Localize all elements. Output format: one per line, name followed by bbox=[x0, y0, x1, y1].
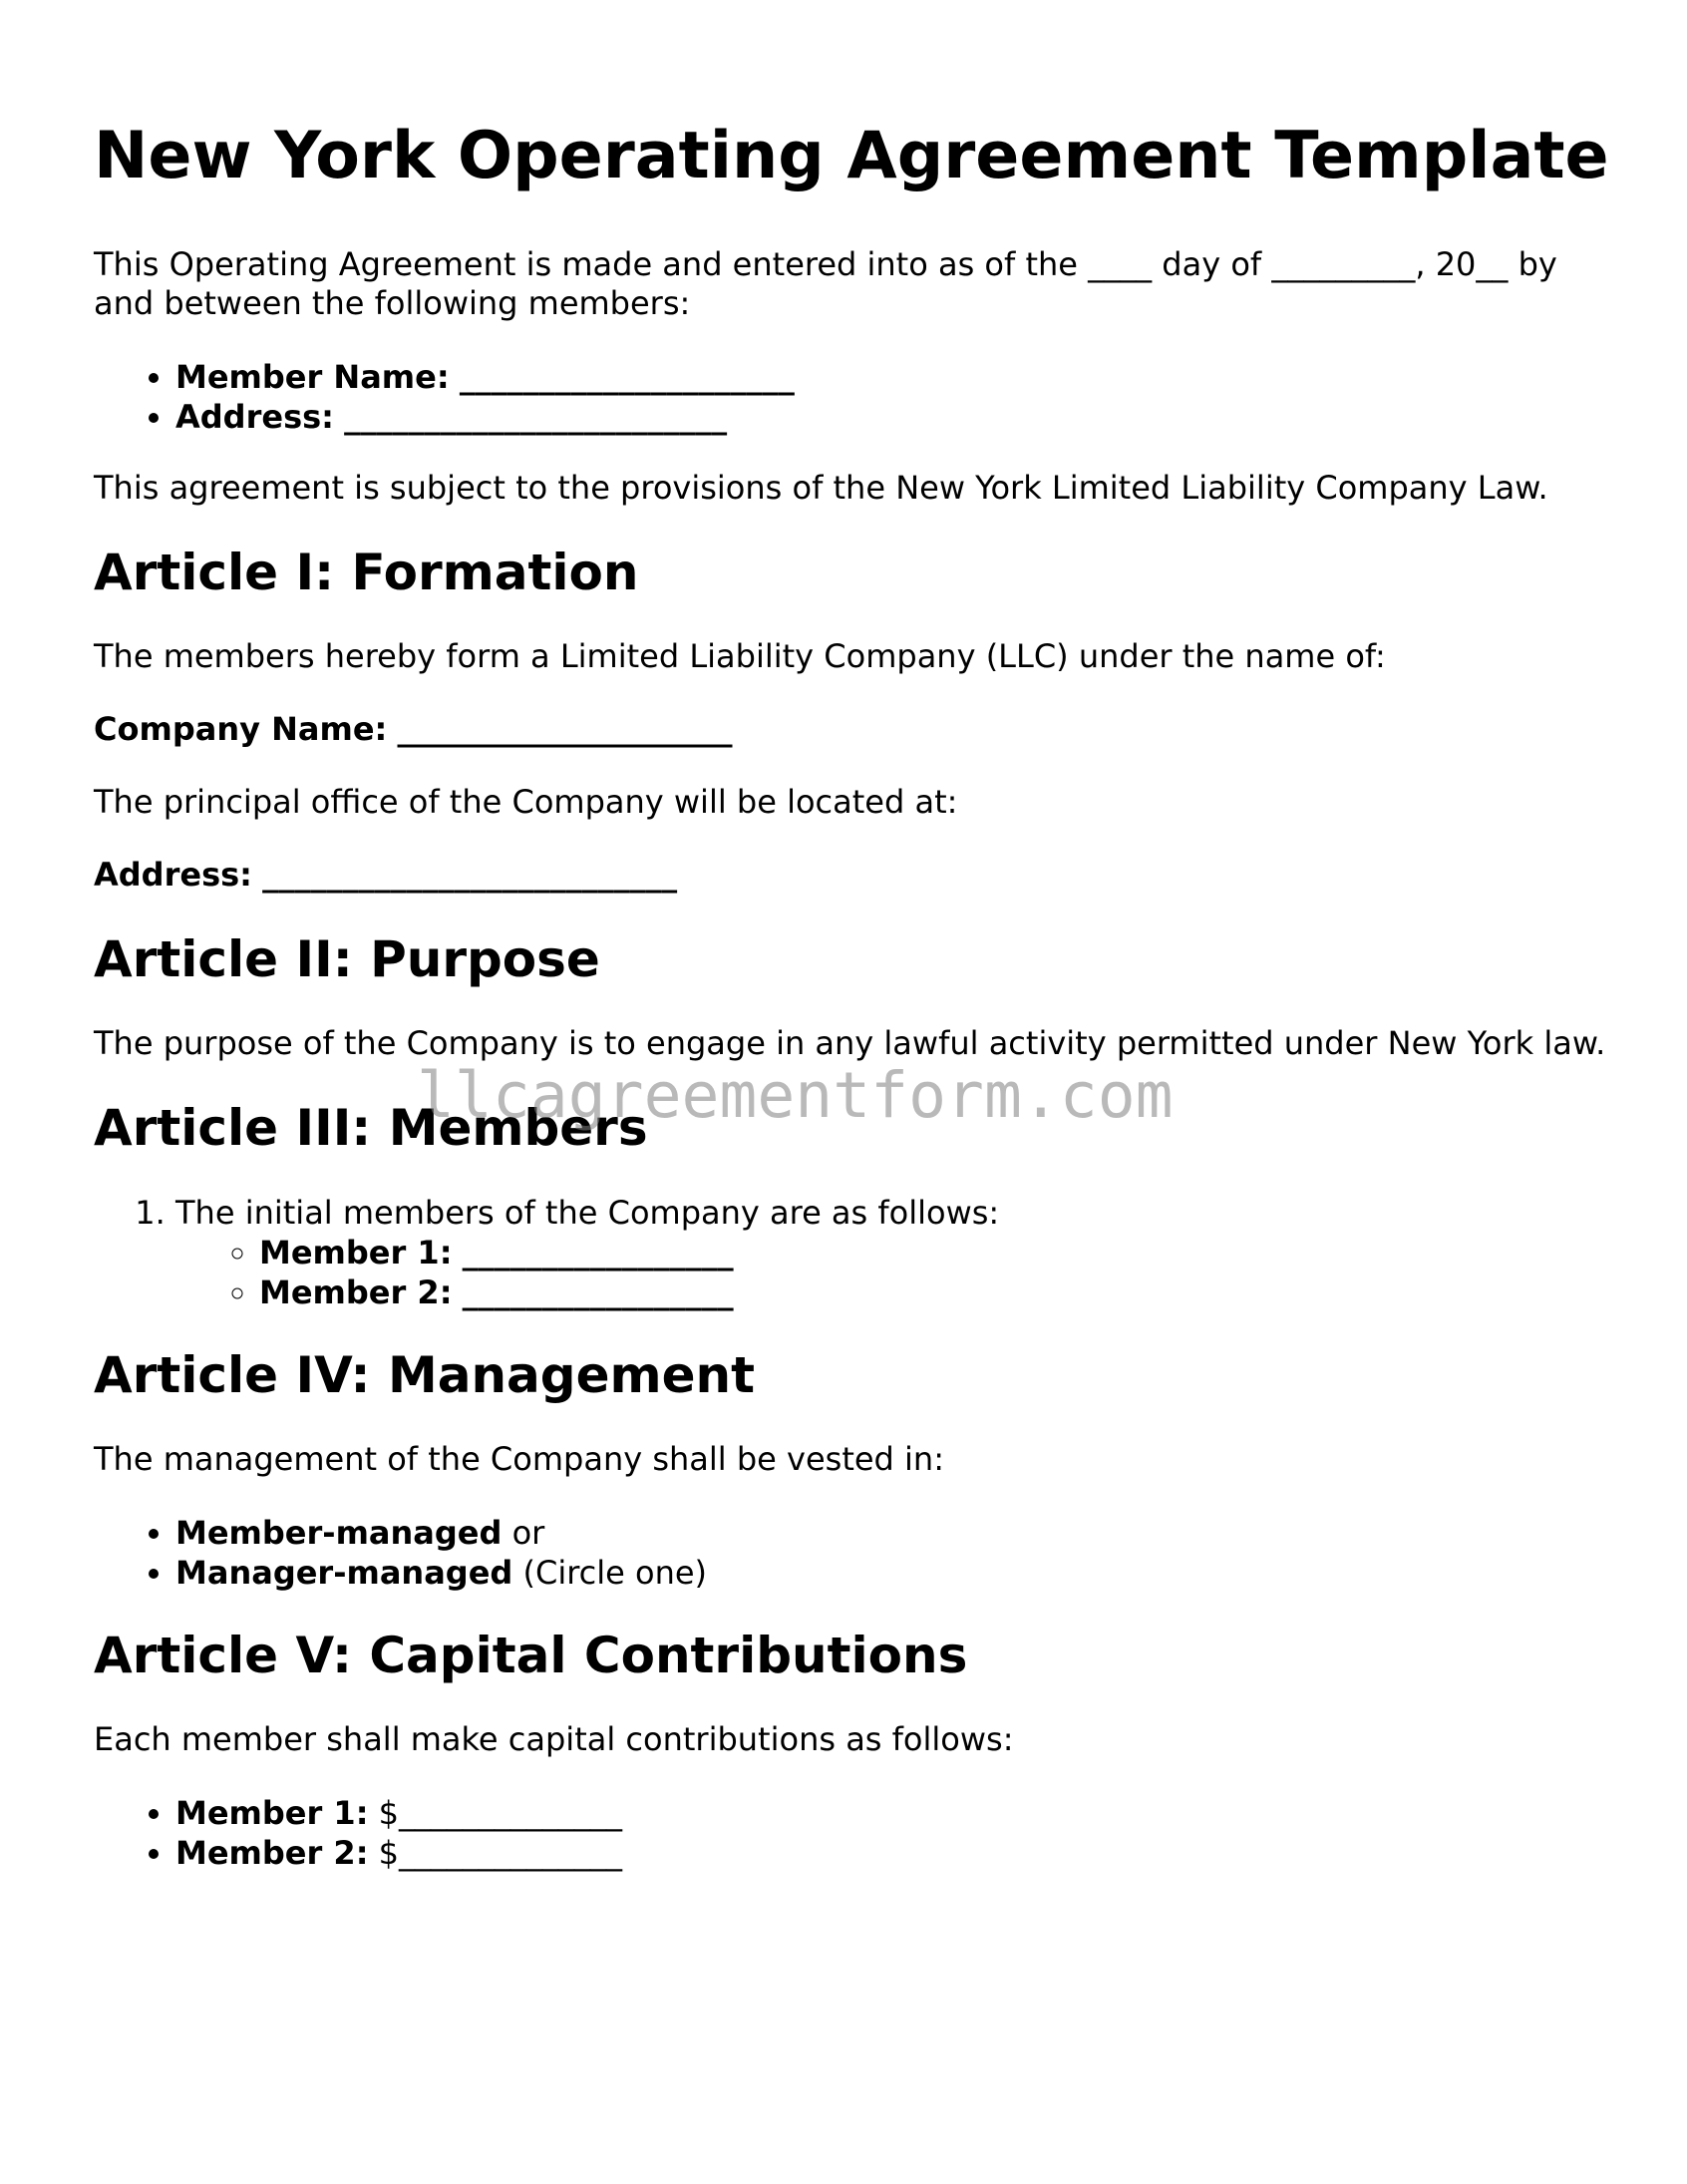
intro-fields-list bbox=[94, 357, 1609, 437]
member-name-blank: _____________________ bbox=[459, 358, 795, 396]
option-suffix: or bbox=[502, 1514, 545, 1552]
company-name-label: Company Name: bbox=[94, 710, 388, 748]
list-item bbox=[259, 1273, 1609, 1312]
list-item bbox=[175, 1833, 1609, 1873]
address-blank: ________________________ bbox=[344, 398, 728, 436]
manager-managed-option: Manager-managed bbox=[175, 1554, 513, 1592]
list-item bbox=[259, 1233, 1609, 1273]
article-4-heading: Article IV: Management bbox=[94, 1346, 755, 1404]
list-item bbox=[175, 357, 1609, 397]
list-item bbox=[175, 1553, 1609, 1593]
list-item bbox=[175, 1513, 1609, 1553]
member-1-label: Member 1: bbox=[259, 1234, 453, 1272]
intro-paragraph: This Operating Agreement is made and entered into as of the ____ day of _________, 20__ by and between the following members: bbox=[94, 245, 1557, 322]
office-address-line bbox=[94, 856, 1609, 895]
member-1-blank: _________________ bbox=[462, 1234, 734, 1272]
members-ordered-list bbox=[94, 1193, 1609, 1312]
list-item bbox=[175, 1793, 1609, 1833]
list-item bbox=[175, 1193, 1609, 1312]
company-name-line bbox=[94, 710, 1609, 749]
member-2-label: Member 2: bbox=[259, 1274, 453, 1311]
article-2-text: The purpose of the Company is to engage in any lawful activity permitted under New York law. bbox=[94, 1024, 1606, 1062]
contribution-2-blank: $______________ bbox=[368, 1834, 623, 1872]
article-5-heading: Article V: Capital Contributions bbox=[94, 1627, 968, 1684]
page-title: New York Operating Agreement Template bbox=[94, 119, 1609, 193]
management-options-list bbox=[94, 1513, 1609, 1593]
member-2-blank: _________________ bbox=[462, 1274, 734, 1311]
watermark: llcagreementform.com bbox=[417, 1059, 1174, 1132]
members-intro-text: The initial members of the Company are as follows: bbox=[175, 1194, 1000, 1232]
member-managed-option: Member-managed bbox=[175, 1514, 503, 1552]
article-1-text: The members hereby form a Limited Liability Company (LLC) under the name of: bbox=[94, 637, 1386, 675]
option-suffix: (Circle one) bbox=[512, 1554, 708, 1592]
list-item bbox=[175, 397, 1609, 437]
office-address-label: Address: bbox=[94, 856, 252, 894]
members-sublist bbox=[175, 1233, 1609, 1312]
article-2-heading: Article II: Purpose bbox=[94, 930, 600, 988]
office-address-blank: __________________________ bbox=[262, 856, 678, 894]
contribution-1-label: Member 1: bbox=[175, 1794, 369, 1832]
law-statement: This agreement is subject to the provisions of the New York Limited Liability Company Law. bbox=[94, 469, 1548, 507]
company-name-blank: _____________________ bbox=[397, 710, 733, 748]
article-5-text: Each member shall make capital contributions as follows: bbox=[94, 1720, 1014, 1758]
contribution-2-label: Member 2: bbox=[175, 1834, 369, 1872]
article-1-heading: Article I: Formation bbox=[94, 544, 639, 601]
member-name-label: Member Name: bbox=[175, 358, 450, 396]
document-page bbox=[94, 118, 1609, 1905]
contributions-list bbox=[94, 1793, 1609, 1873]
article-3-heading: Article III: Members bbox=[94, 1099, 648, 1157]
principal-office-text: The principal office of the Company will be located at: bbox=[94, 783, 958, 821]
contribution-1-blank: $______________ bbox=[368, 1794, 623, 1832]
article-4-text: The management of the Company shall be vested in: bbox=[94, 1440, 944, 1478]
address-label: Address: bbox=[175, 398, 334, 436]
